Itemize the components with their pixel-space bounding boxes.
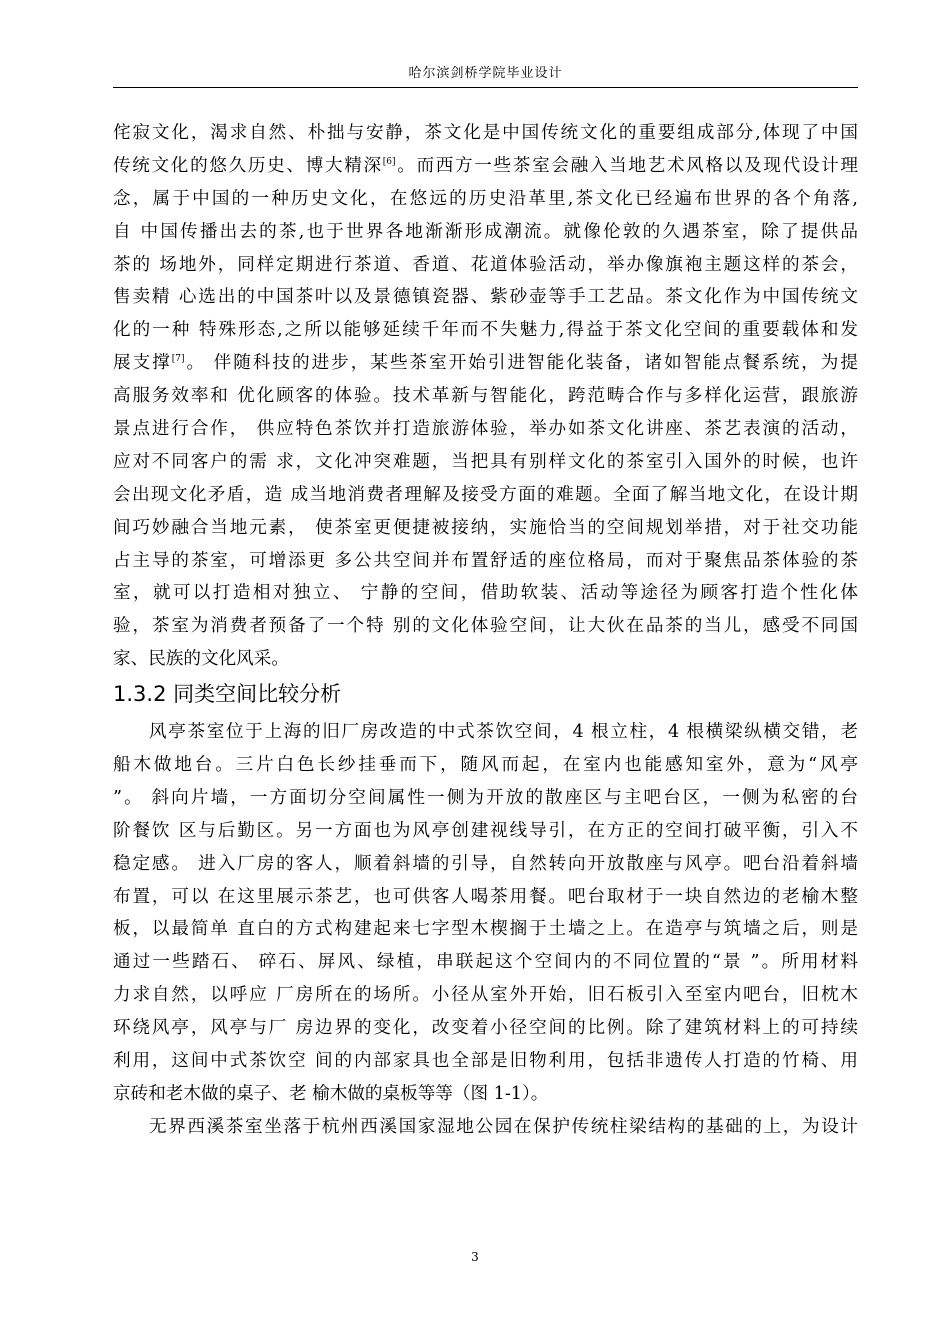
text-line: 通过一些踏石、 碎石、屏风、绿植，串联起这个空间内的不同位置的“景 ”。所用材料 — [113, 952, 858, 973]
citation: [7] — [171, 354, 185, 365]
section-heading — [113, 676, 858, 716]
text-line: 室，就可以打造相对独立、 宁静的空间，借助软装、活动等途径为顾客打造个性化体 — [113, 583, 858, 604]
text-line: 环绕风亭，风亭与厂 房边界的变化，改变着小径空间的比例。除了建筑材料上的可持续 — [113, 1018, 858, 1039]
text-line: 会出现文化矛盾，造 成当地消费者理解及接受方面的难题。全面了解当地文化，在设计期 — [113, 484, 858, 505]
text-line: 稳定感。 进入厂房的客人，顺着斜墙的引导，自然转向开放散座与风亭。吧台沿着斜墙 — [113, 853, 858, 874]
text-line: 售卖精 心选出的中国茶叶以及景德镇瓷器、紫砂壶等手工艺品。茶文化作为中国传统文 — [113, 287, 858, 308]
page-header: 哈尔滨剑桥学院毕业设计 — [408, 66, 563, 81]
text-span: 传统文化的悠久历史、博大精深 — [113, 155, 383, 176]
text-span: 。而西方一些茶室会融入当地艺术风格以及现代设计理 — [395, 155, 858, 176]
text-line: 自 中国传播出去的茶,也于世界各地渐渐形成潮流。就像伦敦的久遇茶室，除了提供品 — [113, 221, 858, 242]
text-line: 侘寂文化，渴求自然、朴拙与安静，茶文化是中国传统文化的重要组成部分,体现了中国 — [113, 123, 858, 143]
text-line: 念，属于中国的一种历史文化，在悠远的历史沿革里,茶文化已经遍布世界的各个角落, — [113, 188, 858, 209]
text-line: 阶餐饮 区与后勤区。另一方面也为风亭创建视线导引，在方正的空间打破平衡，引入不 — [113, 820, 858, 841]
text-line — [113, 150, 858, 183]
text-line: 茶的 场地外，同样定期进行茶道、香道、花道体验活动，举办像旗袍主题这样的茶会， — [113, 254, 858, 275]
text-line: 船木做地台。三片白色长纱挂垂而下，随风而起，在室内也能感知室外，意为“风亭 — [113, 755, 858, 776]
body-text — [113, 117, 858, 1144]
text-line: 高服务效率和 优化顾客的体验。技术革新与智能化，跨范畴合作与多样化运营，跟旅游 — [113, 386, 858, 407]
section-title: 同类空间比较分析 — [173, 682, 342, 707]
text-span: 展支撑 — [113, 353, 172, 374]
text-line: ”。 斜向片墙，一方面切分空间属性一侧为开放的散座区与主吧台区，一侧为私密的台 — [113, 787, 858, 808]
page-number: 3 — [471, 1250, 479, 1264]
text-line — [113, 347, 858, 380]
text-line: 板，以最简单 直白的方式构建起来七字型木楔搁于土墙之上。在造亭与筑墙之后，则是 — [113, 919, 858, 940]
text-line: 化的一种 特殊形态,之所以能够延续千年而不失魅力,得益于茶文化空间的重要载体和发 — [113, 320, 858, 341]
text-line: 利用，这间中式茶饮空 间的内部家具也全部是旧物利用，包括非遗传人打造的竹椅、用 — [113, 1051, 858, 1072]
paragraph-fengting — [113, 716, 858, 1111]
paragraph-wujie — [113, 1111, 858, 1144]
text-line: 无界西溪茶室坐落于杭州西溪国家湿地公园在保护传统柱梁结构的基础的上，为设计 — [149, 1116, 858, 1137]
section-number: 1.3.2 — [113, 682, 167, 707]
text-line: 景点进行合作， 供应特色茶饮并打造旅游体验，举办如茶文化讲座、茶艺表演的活动， — [113, 419, 858, 440]
text-line: 京砖和老木做的桌子、老 榆木做的桌板等等（图 1-1）。 — [113, 1083, 549, 1104]
text-line: 风亭茶室位于上海的旧厂房改造的中式茶饮空间，4 根立柱，4 根横梁纵横交错，老 — [149, 722, 858, 743]
text-line: 间巧妙融合当地元素， 使茶室更便捷被接纳，实施恰当的空间规划举措，对于社交功能 — [113, 517, 858, 538]
text-line: 力求自然，以呼应 厂房所在的场所。小径从室外开始，旧石板引入至室内吧台，旧枕木 — [113, 985, 858, 1006]
text-line: 验，茶室为消费者预备了一个特 别的文化体验空间，让大伙在品茶的当儿，感受不同国 — [113, 616, 858, 637]
text-span: 。 伴随科技的进步，某些茶室开始引进智能化装备，诸如智能点餐系统，为提 — [184, 353, 858, 374]
citation: [6] — [382, 157, 396, 168]
header-divider — [113, 87, 858, 88]
text-line: 应对不同客户的需 求，文化冲突难题，当把具有别样文化的茶室引入国外的时候，也许 — [113, 451, 858, 472]
text-line: 家、民族的文化风采。 — [113, 649, 289, 670]
text-line: 布置，可以 在这里展示茶艺，也可供客人喝茶用餐。吧台取材于一块自然边的老榆木整 — [113, 886, 858, 907]
text-line: 占主导的茶室，可增添更 多公共空间并布置舒适的座位格局，而对于聚焦品茶体验的茶 — [113, 550, 858, 571]
paragraph-tea-culture — [113, 117, 858, 676]
